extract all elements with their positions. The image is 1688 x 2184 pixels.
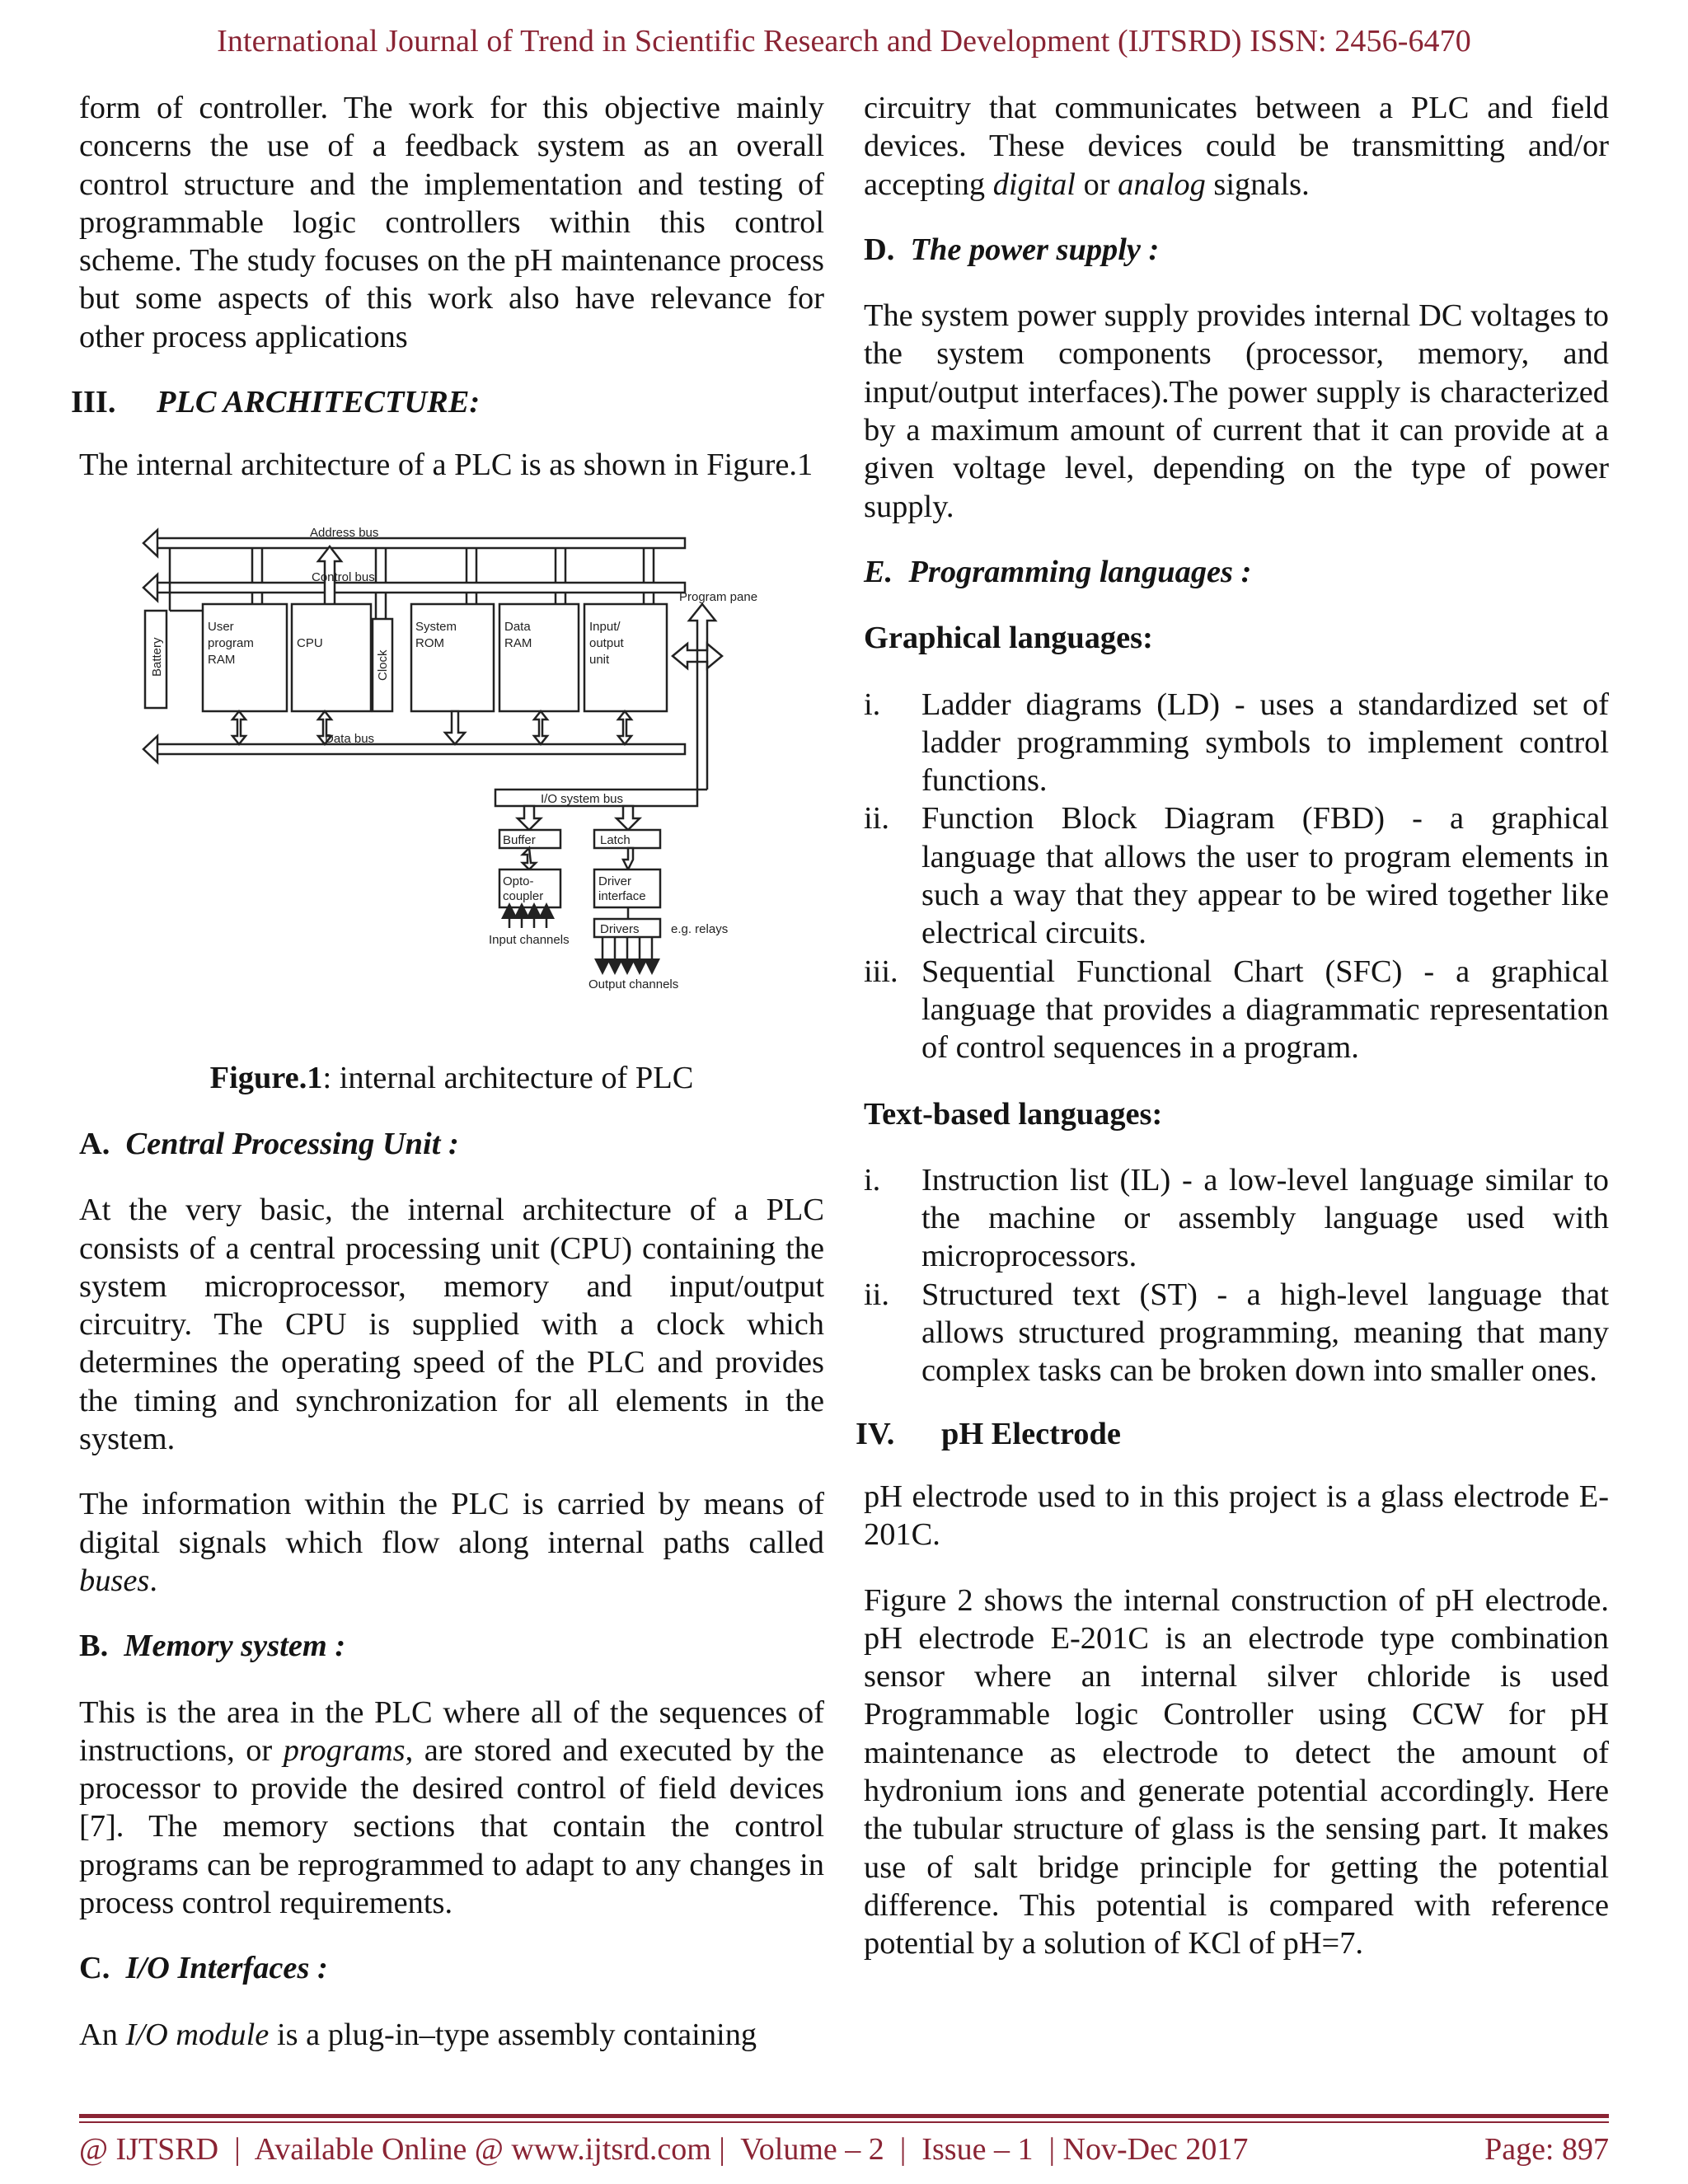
subsection-title: I/O Interfaces : xyxy=(125,1951,328,1986)
memory-paragraph-rest: , are stored and executed by the processor to provide the desired control of field devices [7]. The memory sections that contain the control programs can be reprogrammed to adapt to any changes in process control requirements. xyxy=(79,1732,824,1921)
subsection-letter: A. xyxy=(79,1126,110,1161)
subsection-title: The power supply : xyxy=(910,232,1160,267)
list-item xyxy=(864,1161,1609,1276)
subsection-title: Memory system : xyxy=(124,1629,346,1664)
data-bus-label: Data bus xyxy=(325,731,375,746)
latch-label: Latch xyxy=(600,832,631,847)
footer-rule-thin xyxy=(79,2121,1609,2123)
section-title: pH Electrode xyxy=(941,1416,1121,1451)
programs-emphasis: programs xyxy=(283,1732,406,1768)
cpu-paragraph: At the very basic, the internal architecture of a PLC consists of a central processing unit (CPU) containing the system microprocessor, memory and input/output circuitry. The CPU is supplied with a clock which determines the operating speed of the PLC and provides the timing and synchronization for all elements in the system. xyxy=(79,1193,824,1457)
graphical-languages-heading: Graphical languages: xyxy=(864,621,1153,656)
list-item xyxy=(864,1276,1609,1390)
optocoupler-label-1: Opto- xyxy=(503,874,534,888)
system-rom-label-1: System xyxy=(415,619,457,634)
list-marker: ii. xyxy=(864,1277,889,1312)
subsection-c-heading xyxy=(79,1949,824,1987)
list-item xyxy=(864,799,1609,952)
memory-paragraph xyxy=(79,1694,824,1923)
footer-rule xyxy=(79,2114,1609,2118)
io-continued-mid: or xyxy=(1083,166,1110,202)
journal-header: International Journal of Trend in Scientific Research and Development (IJTSRD) ISSN: 2456-6470 xyxy=(217,24,1471,59)
subsection-a-heading xyxy=(79,1125,824,1163)
driver-interface-label-1: Driver xyxy=(598,874,631,888)
list-item-text: Instruction list (IL) - a low-level language similar to the machine or assembly language used with microprocessors. xyxy=(921,1162,1609,1274)
caption-text: : internal architecture of PLC xyxy=(322,1060,694,1095)
digital-emphasis: digital xyxy=(992,166,1076,202)
page-number: Page: 897 xyxy=(1484,2132,1609,2167)
analog-emphasis: analog xyxy=(1118,166,1206,202)
power-paragraph: The system power supply provides internal DC voltages to the system components (processor, memory, and input/output interfaces).The power supply is characterized by a maximum amount of current that it can provide at a given voltage level, depending on the type of power supply. xyxy=(864,298,1609,524)
graphical-languages-list xyxy=(864,686,1609,1067)
cpu-label: CPU xyxy=(297,635,323,650)
subsection-letter: E. xyxy=(864,554,893,589)
relays-label: e.g. relays xyxy=(671,921,729,936)
left-column xyxy=(71,89,824,2054)
subsection-letter: B. xyxy=(79,1629,109,1664)
input-channels-label: Input channels xyxy=(489,932,570,947)
list-marker: iii. xyxy=(864,954,898,989)
list-marker: i. xyxy=(864,687,881,722)
right-column xyxy=(856,89,1609,1962)
bus-paragraph-end: . xyxy=(149,1563,157,1598)
ph-electrode-paragraph-2: Figure 2 shows the internal construction of pH electrode. pH electrode E-201C is an electrode type combination sensor where an internal silver chloride is used Programmable logic Controller using CCW for pH maintenance as electrode to detect the amount of hydronium ions and generate potential accordingly. Here the tubular structure of glass is the sensing part. It makes use of salt bridge principle for getting the potential difference. This potential is compared with reference potential by a solution of KCl of pH=7. xyxy=(864,1582,1609,1961)
clock-label: Clock xyxy=(376,649,390,681)
output-channels-label: Output channels xyxy=(588,977,679,991)
battery-label: Battery xyxy=(150,637,164,677)
subsection-b-heading xyxy=(79,1627,824,1665)
section-title: PLC ARCHITECTURE: xyxy=(157,385,481,420)
user-ram-label-3: RAM xyxy=(208,652,236,667)
subsection-title: Programming languages : xyxy=(908,554,1252,589)
io-continued-end: signals. xyxy=(1213,166,1310,202)
text-languages-list xyxy=(864,1161,1609,1390)
driver-interface-label-2: interface xyxy=(598,888,646,903)
list-item xyxy=(864,686,1609,800)
io-unit-label-2: output xyxy=(589,635,624,650)
section-number: IV. xyxy=(856,1416,895,1451)
text-languages-heading: Text-based languages: xyxy=(864,1096,1163,1132)
subsection-letter: D. xyxy=(864,232,895,267)
buffer-label: Buffer xyxy=(503,832,536,847)
list-item-text: Structured text (ST) - a high-level language that allows structured programming, meaning that many complex tasks can be broken down into smaller ones. xyxy=(921,1277,1609,1389)
io-paragraph-rest: is a plug-in–type assembly containing xyxy=(276,2017,757,2052)
section-iv-heading xyxy=(856,1415,1609,1453)
bus-paragraph xyxy=(79,1485,824,1600)
bus-paragraph-text: The information within the PLC is carried by means of digital signals which flow along internal paths called xyxy=(79,1487,824,1560)
drivers-label: Drivers xyxy=(600,921,640,936)
caption-label: Figure.1 xyxy=(209,1060,323,1095)
control-bus-label: Control bus xyxy=(312,569,375,584)
system-rom-label-2: ROM xyxy=(415,635,444,650)
subsection-d-heading xyxy=(864,231,1609,269)
buses-emphasis: buses xyxy=(79,1563,150,1598)
list-item xyxy=(864,953,1609,1067)
architecture-paragraph: The internal architecture of a PLC is as shown in Figure.1 xyxy=(79,448,814,483)
figure-caption xyxy=(79,1059,824,1097)
io-continued-paragraph xyxy=(864,89,1609,204)
list-item-text: Ladder diagrams (LD) - uses a standardized set of ladder programming symbols to implement control functions. xyxy=(921,687,1609,799)
io-unit-label-3: unit xyxy=(589,652,610,667)
subsection-e-heading xyxy=(864,553,1609,591)
page-footer xyxy=(79,2131,1609,2168)
optocoupler-label-2: coupler xyxy=(503,888,544,903)
io-continued-text: circuitry that communicates between a PLC and field devices. These devices could be transmitting and/or accepting xyxy=(864,91,1609,202)
list-marker: ii. xyxy=(864,801,889,837)
io-paragraph xyxy=(79,2016,824,2054)
list-item-text: Function Block Diagram (FBD) - a graphical language that allows the user to program elements in such a way that they appear to be wired together like electrical circuits. xyxy=(921,801,1609,951)
section-iii-heading xyxy=(71,383,824,421)
subsection-title: Central Processing Unit : xyxy=(125,1126,459,1161)
data-ram-label-1: Data xyxy=(504,619,531,634)
plc-architecture-diagram xyxy=(79,512,824,1056)
io-paragraph-start: An xyxy=(79,2017,118,2052)
list-item-text: Sequential Functional Chart (SFC) - a graphical language that provides a diagrammatic representation of control sequences in a program. xyxy=(921,954,1609,1066)
section-number: III. xyxy=(71,385,116,420)
plc-architecture-figure xyxy=(79,512,824,1056)
list-marker: i. xyxy=(864,1162,881,1197)
data-ram-label-2: RAM xyxy=(504,635,532,650)
io-unit-label-1: Input/ xyxy=(589,619,621,634)
memory-paragraph-text: This is the area in the PLC where all of the sequences of instructions, or xyxy=(79,1694,824,1768)
intro-paragraph: form of controller. The work for this objective mainly concerns the use of a feedback system as an overall control structure and the implementation and testing of programmable logic controllers within this control scheme. The study focuses on the pH maintenance process but some aspects of this work also have relevance for other process applications xyxy=(79,91,824,354)
footer-citation: @ IJTSRD | Available Online @ www.ijtsrd.com | Volume – 2 | Issue – 1 | Nov-Dec 2017 xyxy=(79,2132,1249,2167)
io-module-emphasis: I/O module xyxy=(125,2017,270,2052)
program-panel-label: Program pane xyxy=(679,589,758,604)
subsection-letter: C. xyxy=(79,1951,110,1986)
address-bus-label: Address bus xyxy=(310,525,379,540)
user-ram-label-1: User xyxy=(208,619,234,634)
io-bus-label: I/O system bus xyxy=(541,791,624,806)
ph-electrode-paragraph-1: pH electrode used to in this project is a glass electrode E-201C. xyxy=(864,1479,1609,1553)
user-ram-label-2: program xyxy=(208,635,254,650)
